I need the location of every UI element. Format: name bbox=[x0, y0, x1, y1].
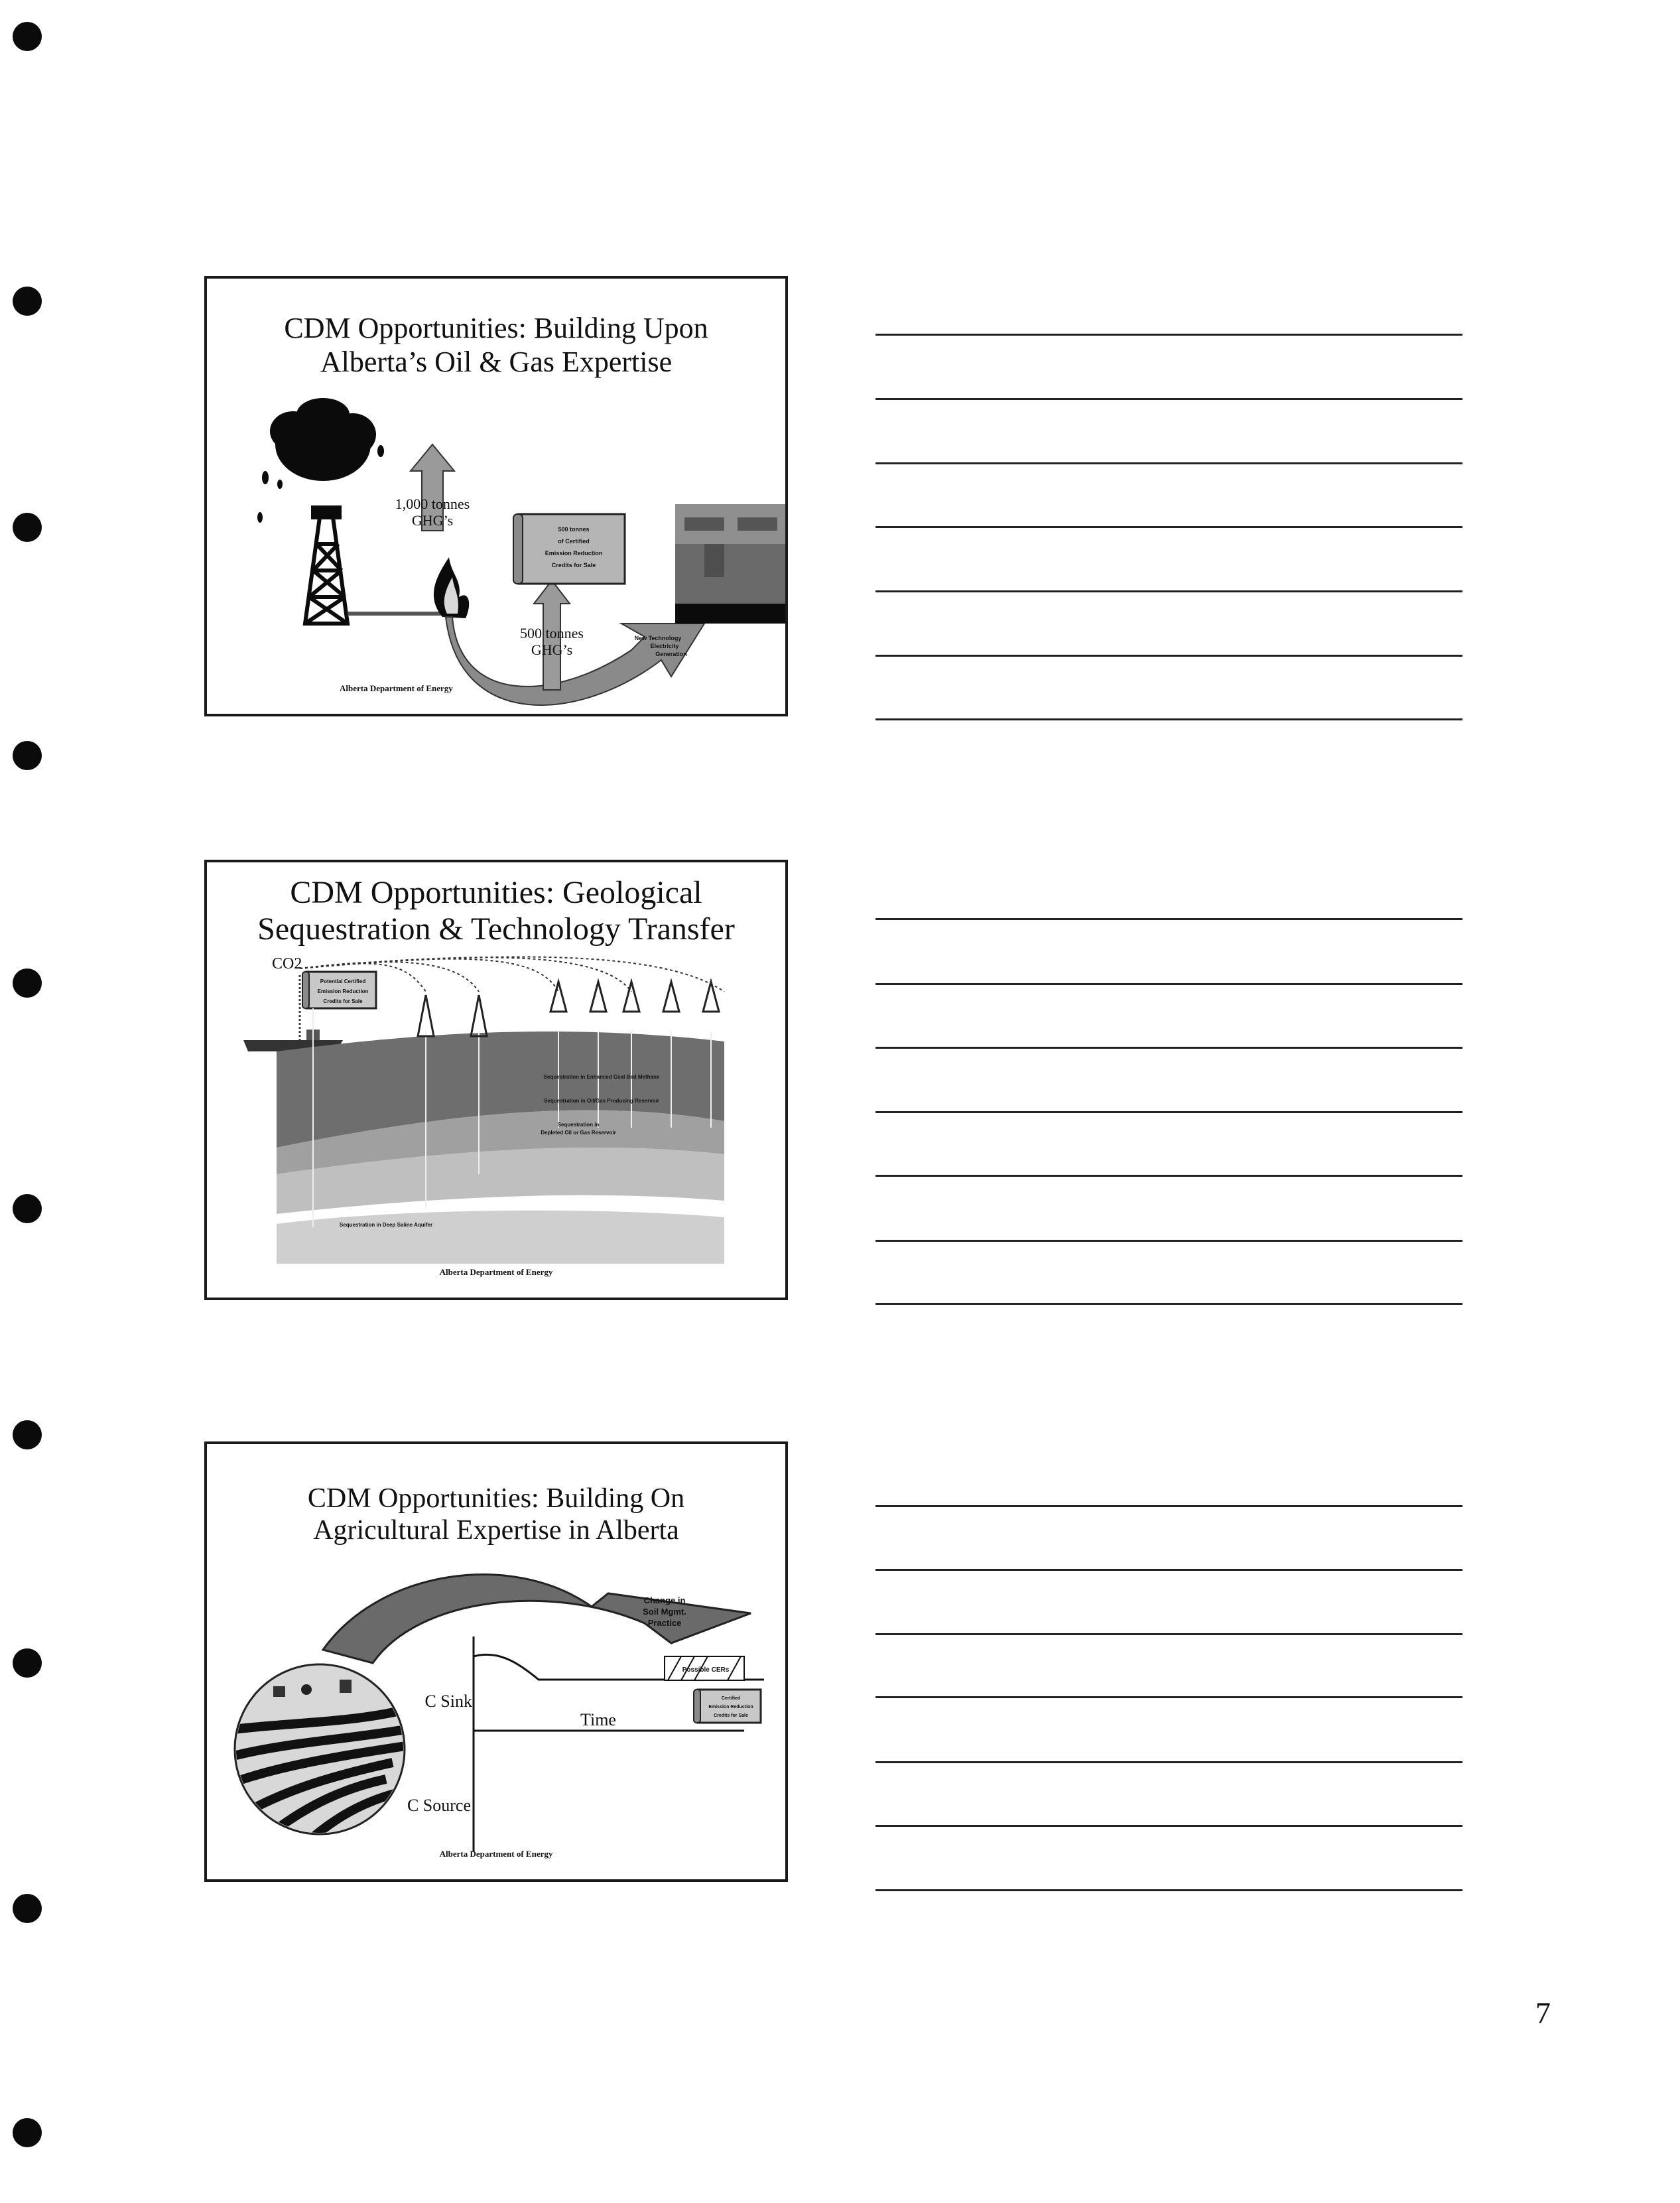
binder-hole bbox=[13, 22, 42, 51]
oil-gas-diagram bbox=[207, 279, 788, 716]
slide-footer: Alberta Department of Energy bbox=[340, 683, 453, 693]
note-line bbox=[875, 655, 1462, 657]
slide-title: CDM Opportunities: Building On Agricultural Expertise in Alberta bbox=[307, 1483, 685, 1546]
note-line bbox=[875, 1047, 1462, 1049]
binder-hole bbox=[13, 1420, 42, 1449]
binder-hole bbox=[13, 968, 42, 998]
scroll-text: Credits for Sale bbox=[714, 1713, 748, 1718]
emission-unit: GHG’s bbox=[411, 512, 454, 529]
note-line bbox=[875, 526, 1462, 528]
note-line bbox=[875, 1889, 1462, 1891]
note-line bbox=[875, 1111, 1462, 1113]
scroll-text: Emission Reduction bbox=[545, 550, 603, 557]
slide-oil-gas bbox=[204, 276, 788, 716]
reduced-value: 500 tonnes bbox=[520, 625, 584, 641]
arrow-text: New Technology bbox=[634, 635, 682, 641]
soil-carbon-diagram bbox=[207, 1444, 788, 1882]
note-line bbox=[875, 1303, 1462, 1305]
binder-hole bbox=[13, 1894, 42, 1923]
note-line bbox=[875, 918, 1462, 920]
c-sink-label: C Sink bbox=[424, 1692, 472, 1711]
slide-footer: Alberta Department of Energy bbox=[439, 1267, 553, 1277]
scroll-text: of Certified bbox=[558, 538, 590, 545]
note-line bbox=[875, 1175, 1462, 1177]
layer-label: Sequestration in Deep Saline Aquifer bbox=[339, 1222, 433, 1228]
sequestration-diagram bbox=[207, 862, 788, 1300]
binder-hole bbox=[13, 1194, 42, 1223]
arrow-text: Soil Mgmt. bbox=[643, 1607, 686, 1617]
note-line bbox=[875, 462, 1462, 464]
note-line bbox=[875, 1825, 1462, 1827]
note-line bbox=[875, 1633, 1462, 1635]
arrow-text: Electricity bbox=[650, 643, 679, 649]
derrick-icons bbox=[418, 982, 719, 1036]
layer-label: Sequestration in bbox=[557, 1122, 600, 1128]
credits-scroll-icon bbox=[513, 514, 625, 584]
note-line bbox=[875, 1569, 1462, 1571]
possible-cers-label: Possible CERs bbox=[682, 1666, 730, 1674]
note-line bbox=[875, 1696, 1462, 1698]
page-number: 7 bbox=[1535, 1996, 1551, 2030]
scroll-text: Emission Reduction bbox=[317, 988, 369, 994]
farm-field-image bbox=[233, 1664, 406, 1855]
scroll-text: Credits for Sale bbox=[323, 998, 363, 1004]
slide-title: CDM Opportunities: Building Upon Alberta’s Oil & Gas Expertise bbox=[284, 312, 708, 378]
time-label: Time bbox=[580, 1710, 616, 1729]
layer-label: Depleted Oil or Gas Reservoir bbox=[541, 1130, 616, 1136]
flare-flame-icon bbox=[434, 557, 469, 618]
curved-arrow-icon bbox=[323, 1575, 751, 1663]
binder-hole bbox=[13, 287, 42, 316]
note-line bbox=[875, 334, 1462, 336]
power-plant-image bbox=[675, 504, 788, 624]
reduced-unit: GHG’s bbox=[531, 641, 573, 658]
binder-hole bbox=[13, 741, 42, 770]
note-line bbox=[875, 1240, 1462, 1242]
co2-label: CO2 bbox=[272, 955, 302, 972]
layer-label: Sequestration in Oil/Gas Producing Reservoir bbox=[544, 1098, 659, 1104]
slide-footer: Alberta Department of Energy bbox=[439, 1849, 553, 1859]
scroll-text: Emission Reduction bbox=[708, 1705, 753, 1709]
note-line bbox=[875, 1505, 1462, 1507]
scroll-text: 500 tonnes bbox=[558, 526, 590, 533]
emission-value: 1,000 tonnes bbox=[395, 496, 470, 512]
binder-hole bbox=[13, 513, 42, 542]
note-line bbox=[875, 1761, 1462, 1763]
scroll-text: Certified bbox=[721, 1696, 741, 1701]
binder-hole bbox=[13, 1648, 42, 1678]
slide-geological bbox=[204, 860, 788, 1300]
scroll-text: Credits for Sale bbox=[551, 562, 596, 568]
c-source-label: C Source bbox=[407, 1796, 471, 1815]
binder-hole bbox=[13, 2118, 42, 2147]
note-line bbox=[875, 983, 1462, 985]
note-line bbox=[875, 718, 1462, 720]
slide-agricultural bbox=[204, 1441, 788, 1882]
layer-label: Sequestration in Enhanced Coal Bed Methane bbox=[543, 1074, 660, 1080]
arrow-text: Change in bbox=[643, 1595, 686, 1605]
oil-gusher-icon bbox=[257, 398, 384, 523]
slide-title: CDM Opportunities: Geological Sequestration & Technology Transfer bbox=[257, 875, 735, 947]
oil-derrick-icon bbox=[305, 507, 348, 624]
rock-layer bbox=[277, 1211, 724, 1264]
note-line bbox=[875, 398, 1462, 400]
note-line bbox=[875, 590, 1462, 592]
arrow-text: Generation bbox=[655, 651, 687, 657]
scroll-text: Potential Certified bbox=[320, 978, 366, 984]
arrow-text: Practice bbox=[647, 1618, 682, 1628]
